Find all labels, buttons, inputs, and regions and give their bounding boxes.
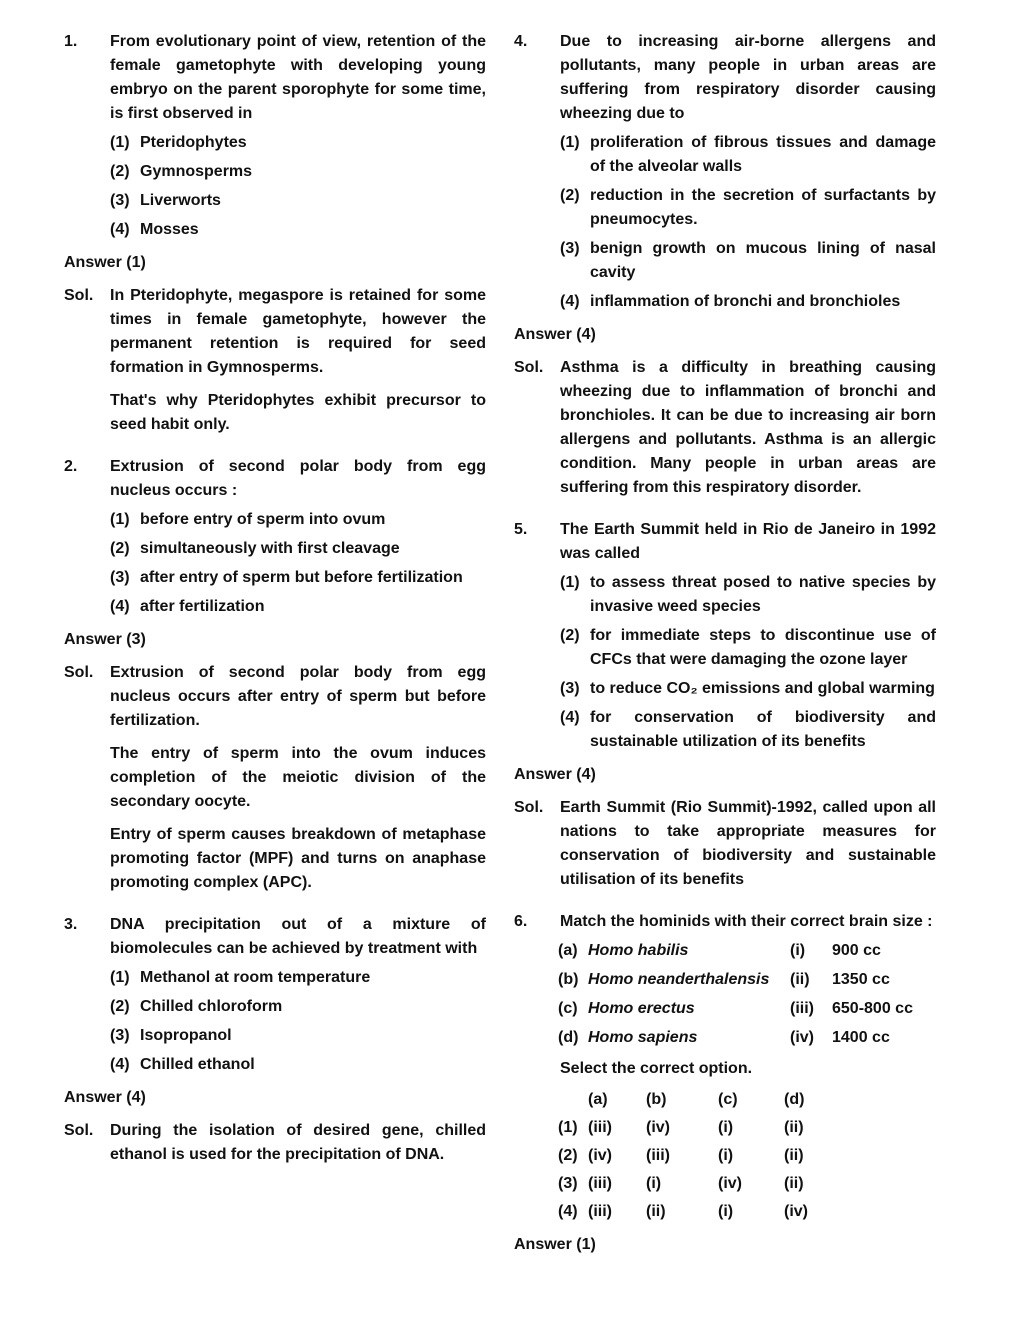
solution-label — [64, 823, 110, 895]
option-text: before entry of sperm into ovum — [140, 511, 386, 528]
option-text: Chilled ethanol — [140, 1056, 255, 1073]
option-label: (4) — [110, 221, 130, 238]
table-cell: (iii) — [588, 1203, 612, 1220]
table-cell: (ii) — [784, 1147, 804, 1164]
option-text: Isopropanol — [140, 1027, 232, 1044]
table-cell: (i) — [718, 1119, 734, 1136]
match-item-label: (b) — [558, 971, 579, 988]
solution-paragraph — [514, 796, 936, 892]
question-text: Extrusion of second polar body from egg nucleus occurs : — [110, 458, 486, 499]
match-item-name: Homo sapiens — [588, 1029, 698, 1046]
table-header-cell: (a) — [588, 1091, 608, 1108]
answer-line: Answer (3) — [64, 631, 146, 648]
question-number: 6. — [514, 913, 528, 930]
right-column — [514, 30, 936, 1300]
option-label: (1) — [110, 134, 130, 151]
option-table-row — [558, 1172, 936, 1196]
option-text: Methanol at room temperature — [140, 969, 371, 986]
table-cell: (iv) — [718, 1175, 742, 1192]
question-text: From evolutionary point of view, retention of the female gametophyte with developing young embryo on the parent sporophyte for some time, is first observed in — [110, 33, 486, 122]
question-row — [64, 913, 486, 961]
option-row — [560, 624, 936, 672]
option-table-header — [558, 1088, 936, 1112]
option-text: Mosses — [140, 221, 199, 238]
option-table — [558, 1088, 936, 1224]
answer-line: Answer (4) — [514, 766, 596, 783]
question-text: DNA precipitation out of a mixture of biomolecules can be achieved by treatment with — [110, 916, 486, 957]
question-row — [514, 910, 936, 934]
option-row — [560, 237, 936, 285]
option-text: Gymnosperms — [140, 163, 253, 180]
table-cell: (iv) — [646, 1119, 670, 1136]
option-row — [110, 1053, 486, 1077]
table-row-label: (3) — [558, 1175, 578, 1192]
answer-line: Answer (4) — [514, 326, 596, 343]
question-row — [64, 30, 486, 126]
option-row — [560, 184, 936, 232]
option-text: for immediate steps to discontinue use of CFCs that were damaging the ozone layer — [590, 627, 936, 668]
question-text: The Earth Summit held in Rio de Janeiro in 1992 was called — [560, 521, 936, 562]
option-label: (3) — [560, 240, 580, 257]
option-row — [560, 290, 936, 314]
option-row — [110, 508, 486, 532]
option-text: Pteridophytes — [140, 134, 247, 151]
option-text: Chilled chloroform — [140, 998, 283, 1015]
option-row — [560, 677, 936, 701]
solution-paragraph — [64, 389, 486, 437]
match-item-label: (a) — [558, 942, 578, 959]
option-label: (2) — [560, 627, 580, 644]
option-label: (2) — [560, 187, 580, 204]
solution-text: The entry of sperm into the ovum induces completion of the meiotic division of the secondary oocyte. — [110, 745, 486, 810]
solution-text: Asthma is a difficulty in breathing causing wheezing due to inflammation of bronchi and bronchioles. It can be due to increasing air born allergens and pollutants. Asthma is an allergic condition. Many people in urban areas are suffering from this respiratory disorder. — [560, 359, 936, 496]
match-row — [558, 939, 936, 963]
match-item-value: 650-800 cc — [832, 1000, 913, 1017]
solution-paragraph — [64, 661, 486, 733]
solution-text: Entry of sperm causes breakdown of metaphase promoting factor (MPF) and turns on anaphase promoting complex (APC). — [110, 826, 486, 891]
option-label: (4) — [560, 709, 580, 726]
match-item-roman: (iv) — [790, 1029, 814, 1046]
table-cell: (ii) — [646, 1203, 666, 1220]
option-text: inflammation of bronchi and bronchioles — [590, 293, 901, 310]
option-text: benign growth on mucous lining of nasal cavity — [590, 240, 936, 281]
option-label: (3) — [560, 680, 580, 697]
match-row — [558, 997, 936, 1021]
solution-text: During the isolation of desired gene, chilled ethanol is used for the precipitation of DNA. — [110, 1122, 486, 1163]
option-text: for conservation of biodiversity and sustainable utilization of its benefits — [590, 709, 936, 750]
solution-paragraph — [64, 284, 486, 380]
solution-text: In Pteridophyte, megaspore is retained for some times in female gametophyte, however the permanent retention is required for seed formation in Gymnosperms. — [110, 287, 486, 376]
question-number: 5. — [514, 521, 528, 538]
table-cell: (iv) — [588, 1147, 612, 1164]
match-item-value: 900 cc — [832, 942, 881, 959]
option-label: (4) — [110, 1056, 130, 1073]
question-block — [514, 30, 936, 500]
question-row — [64, 455, 486, 503]
option-label: (4) — [110, 598, 130, 615]
question-block — [514, 910, 936, 1257]
table-header-cell: (c) — [718, 1091, 738, 1108]
solution-text: That's why Pteridophytes exhibit precursor to seed habit only. — [110, 392, 486, 433]
option-row — [110, 218, 486, 242]
table-corner-cell — [558, 1088, 588, 1112]
table-row-label: (2) — [558, 1147, 578, 1164]
table-cell: (ii) — [784, 1175, 804, 1192]
match-row — [558, 968, 936, 992]
solution-label: Sol. — [64, 664, 94, 681]
table-row-label: (4) — [558, 1203, 578, 1220]
select-note: Select the correct option. — [560, 1060, 753, 1077]
match-item-name: Homo erectus — [588, 1000, 695, 1017]
match-row — [558, 1026, 936, 1050]
option-row — [560, 571, 936, 619]
question-block — [514, 518, 936, 892]
left-column — [64, 30, 486, 1300]
solution-paragraph — [64, 1119, 486, 1167]
option-text: proliferation of fibrous tissues and damage of the alveolar walls — [590, 134, 936, 175]
option-text: after entry of sperm but before fertilization — [140, 569, 463, 586]
table-cell: (ii) — [784, 1119, 804, 1136]
option-label: (3) — [110, 569, 130, 586]
option-label: (1) — [110, 511, 130, 528]
table-cell: (iv) — [784, 1203, 808, 1220]
option-label: (3) — [110, 192, 130, 209]
option-text: simultaneously with first cleavage — [140, 540, 400, 557]
option-row — [110, 1024, 486, 1048]
solution-label: Sol. — [514, 359, 544, 376]
solution-paragraph — [514, 356, 936, 500]
question-block — [64, 30, 486, 437]
match-item-name: Homo neanderthalensis — [588, 971, 770, 988]
match-item-label: (c) — [558, 1000, 578, 1017]
answer-line: Answer (1) — [64, 254, 146, 271]
question-number: 2. — [64, 458, 78, 475]
table-cell: (i) — [718, 1203, 734, 1220]
option-table-row — [558, 1200, 936, 1224]
question-number: 4. — [514, 33, 528, 50]
question-block — [64, 455, 486, 895]
option-row — [560, 131, 936, 179]
option-label: (2) — [110, 163, 130, 180]
option-text: after fertilization — [140, 598, 265, 615]
option-label: (2) — [110, 998, 130, 1015]
match-item-label: (d) — [558, 1029, 579, 1046]
table-cell: (iii) — [588, 1119, 612, 1136]
option-text: Liverworts — [140, 192, 221, 209]
option-label: (1) — [560, 574, 580, 591]
match-item-name: Homo habilis — [588, 942, 689, 959]
answer-line: Answer (1) — [514, 1236, 596, 1253]
option-table-row — [558, 1144, 936, 1168]
table-cell: (iii) — [588, 1175, 612, 1192]
solution-label: Sol. — [64, 287, 94, 304]
option-table-row — [558, 1116, 936, 1140]
question-row — [514, 518, 936, 566]
option-row — [110, 189, 486, 213]
match-item-roman: (i) — [790, 942, 806, 959]
solution-label — [64, 742, 110, 814]
option-label: (4) — [560, 293, 580, 310]
option-row — [110, 966, 486, 990]
option-row — [110, 566, 486, 590]
table-cell: (iii) — [646, 1147, 670, 1164]
solution-paragraph — [64, 823, 486, 895]
option-text: to reduce CO₂ emissions and global warming — [590, 680, 935, 697]
table-row-label: (1) — [558, 1119, 578, 1136]
question-number: 1. — [64, 33, 78, 50]
option-label: (1) — [110, 969, 130, 986]
question-text: Match the hominids with their correct brain size : — [560, 913, 933, 930]
option-text: to assess threat posed to native species by invasive weed species — [590, 574, 936, 615]
option-row — [110, 595, 486, 619]
option-text: reduction in the secretion of surfactants by pneumocytes. — [590, 187, 936, 228]
option-label: (3) — [110, 1027, 130, 1044]
solution-text: Extrusion of second polar body from egg nucleus occurs after entry of sperm but before fertilization. — [110, 664, 486, 729]
table-cell: (i) — [646, 1175, 662, 1192]
option-row — [560, 706, 936, 754]
solution-label: Sol. — [64, 1122, 94, 1139]
option-row — [110, 160, 486, 184]
option-label: (2) — [110, 540, 130, 557]
solution-paragraph — [64, 742, 486, 814]
solution-text: Earth Summit (Rio Summit)-1992, called upon all nations to take appropriate measures for conservation of biodiversity and sustainable utilisation of its benefits — [560, 799, 936, 888]
match-item-value: 1400 cc — [832, 1029, 890, 1046]
table-cell: (i) — [718, 1147, 734, 1164]
match-item-roman: (ii) — [790, 971, 810, 988]
option-label: (1) — [560, 134, 580, 151]
match-item-value: 1350 cc — [832, 971, 890, 988]
answer-line: Answer (4) — [64, 1089, 146, 1106]
option-row — [110, 131, 486, 155]
question-block — [64, 913, 486, 1167]
match-item-roman: (iii) — [790, 1000, 814, 1017]
option-row — [110, 995, 486, 1019]
solution-label: Sol. — [514, 799, 544, 816]
question-number: 3. — [64, 916, 78, 933]
solution-label — [64, 389, 110, 437]
table-header-cell: (d) — [784, 1091, 805, 1108]
option-row — [110, 537, 486, 561]
question-text: Due to increasing air-borne allergens and pollutants, many people in urban areas are suffering from respiratory disorder causing wheezing due to — [560, 33, 936, 122]
question-row — [514, 30, 936, 126]
table-header-cell: (b) — [646, 1091, 667, 1108]
